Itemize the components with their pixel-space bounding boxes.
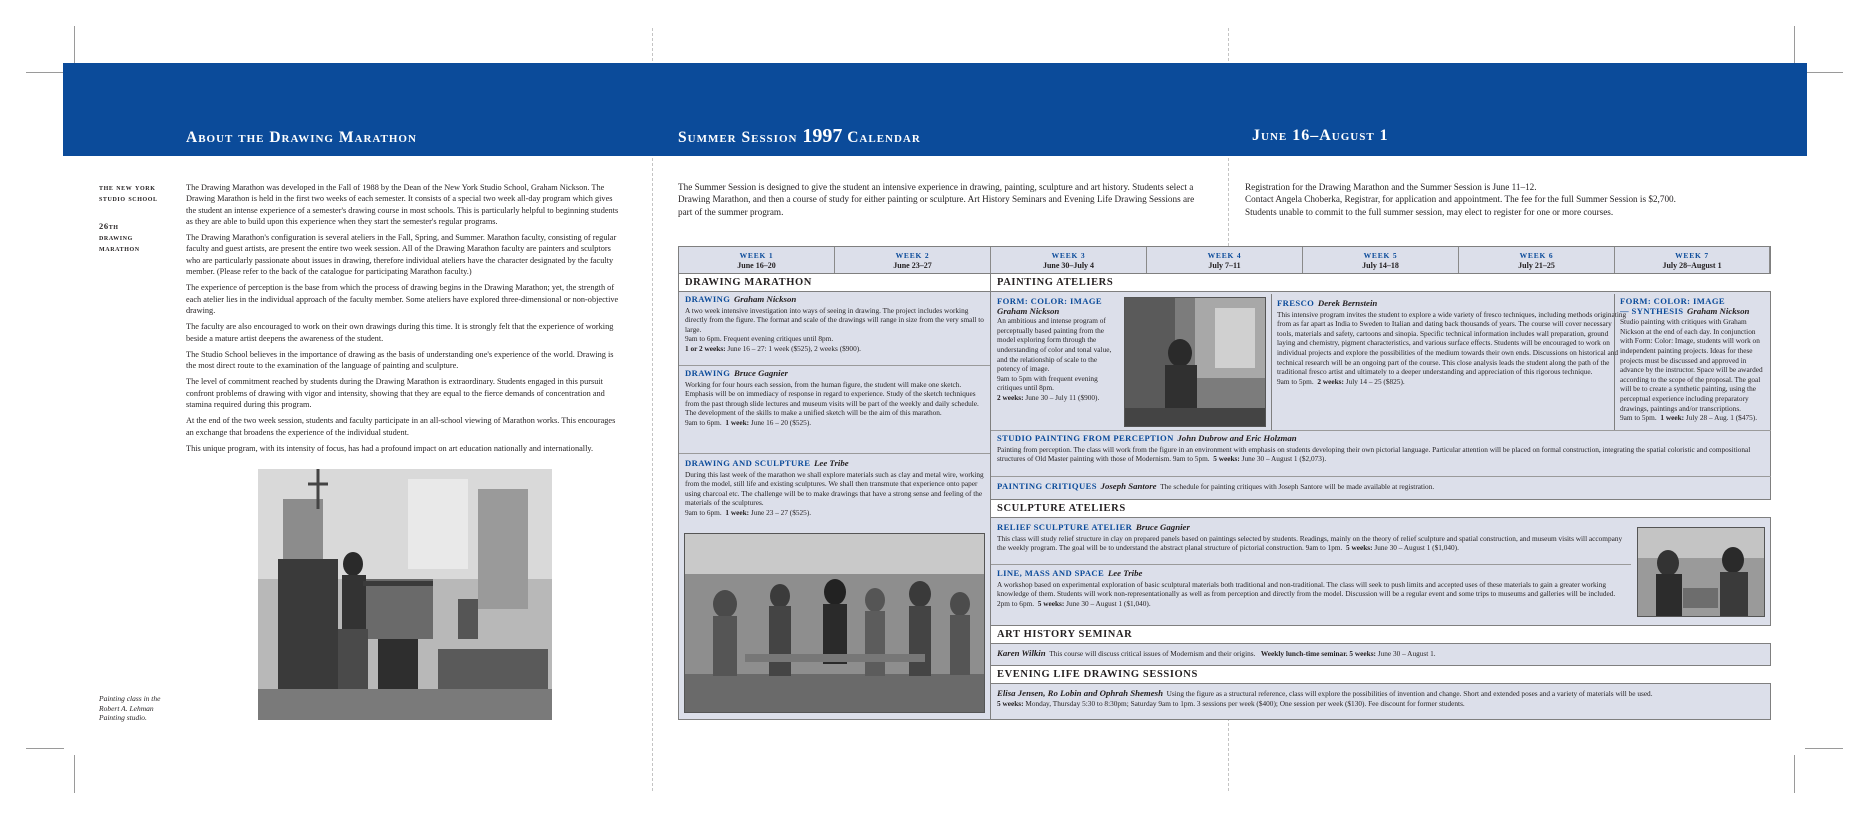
course-instructor: Karen Wilkin	[997, 648, 1046, 658]
course-title: FORM: COLOR: IMAGE	[1620, 296, 1726, 306]
course-description: During this last week of the marathon we shall explore materials such as clay and metal wire, working from the model, still life and existing sculptures. We shall then transmute that experience onto paper using charcoal etc. The challenge will be to make drawings that have a strong sense and feeling of the materials of the sculptures.	[685, 469, 984, 508]
course-description-text: This class will study relief structure in clay on prepared panels based on paintings selected by students. Readings, mainly on the theory of relief sculpture and spatial construction, and museum visits will accompany the weekly program. The goal will be to understand the abstract planal structure of pictorial construction. 9am to 1pm.	[997, 533, 1623, 553]
week-label: WEEK 7	[1675, 251, 1709, 260]
course-description	[997, 534, 1627, 553]
crop-mark	[74, 26, 75, 64]
registration-info	[1245, 181, 1775, 218]
course-fee-label: 5 weeks:	[997, 698, 1024, 708]
course-fee-value: June 30 – August 1.	[1375, 649, 1436, 658]
intro-paragraph: The faculty are also encouraged to work on their own drawings during this time. It is strongly felt that the experience of working beside a mature artist deepens the awareness of the student.	[186, 322, 614, 343]
course-fee-label: 2 weeks:	[997, 392, 1024, 402]
marathon-edition	[99, 221, 140, 254]
course-description-text: Painting from perception. The class will work from the figure in an environment with emphasis on students developing their own pictorial language. Particular attention will be placed on formal construction, integrating the spatial coloristic and compositional structures of Old Master painting with those of Modernism. 9am to 5pm.	[997, 444, 1751, 464]
course-instructor: Bruce Gagnier	[733, 368, 788, 378]
week-label: WEEK 5	[1363, 251, 1398, 260]
course-description-text: A workshop based on experimental exploration of basic sculptural materials both traditional and non-traditional. The class will seek to push limits and accepted uses of these materials to gain a greater working knowledge of them. Students will work non-representationally as well as from perception and directly from the model. Discussion will be a regular event and some trips to museums and galleries will be included. 2pm to 6pm.	[997, 579, 1616, 608]
intro-paragraph: The Drawing Marathon was developed in the Fall of 1988 by the Dean of the New York Studio School, Graham Nickson. The Drawing Marathon is held in the first two weeks of each semester. It consists of a special two week all-day program which gives the student an intense experience of a semester's drawing course in most schools. This is particularly helpful to beginning students as they are able to build upon this experience when they start the semester's regular programs.	[186, 183, 619, 226]
course-heading	[1620, 307, 1766, 317]
course-description	[997, 580, 1629, 609]
crop-mark	[1805, 748, 1843, 749]
week-dates: June 23–27	[893, 261, 932, 270]
course-heading	[997, 569, 1629, 579]
intro-paragraph: The experience of perception is the base from which the process of drawing begins in the Drawing Marathon; yet, the strength of each atelier lies in the individual approach of the faculty member. Some ateliers have explored three-dimensional or non-objective drawing.	[186, 283, 619, 315]
course-instructor: Bruce Gagnier	[1135, 522, 1190, 532]
sculpture-studio-photo-image	[685, 534, 985, 713]
side-note-line: 26th	[99, 221, 119, 231]
course-instructor: Graham Nickson	[997, 305, 1060, 316]
column-divider	[1271, 294, 1272, 430]
course-relief	[997, 523, 1627, 553]
course-hours: 9am to 6pm. Frequent evening critiques until 8pm.	[685, 334, 834, 344]
intro-paragraph: This unique program, with its intensity of focus, has had a profound impact on art education nationally and internationally.	[186, 443, 594, 453]
course-instructor: Derek Bernstein	[1317, 298, 1378, 308]
course-fee	[1277, 377, 1627, 387]
course-title: PAINTING CRITIQUES	[997, 481, 1097, 491]
course-fee-label: Weekly lunch-time seminar. 5 weeks:	[1260, 649, 1376, 658]
school-name	[99, 182, 158, 204]
about-title: About the Drawing Marathon	[186, 129, 417, 146]
week-dates: July 28–August 1	[1662, 261, 1722, 270]
week-label: WEEK 3	[1051, 251, 1086, 260]
course-art-history	[997, 649, 1765, 659]
calendar-table	[678, 246, 1771, 720]
course-description: This intensive program invites the student to explore a wide variety of fresco techniques, including methods originating from as far apart as India to Sweden to Italian and dating back thousands of years. The course will cover necessary tools, materials and safety, cartoons and sinopia. Specific technical information includes wall preparation, ground laying and chemistry, pigment characteristics, and various surface effects. Students will be encouraged to work on individual projects and explore the possibilities of the medium towards their own ends. Discussions on historical and technical research will be an ongoing part of the course. This close analysis leads the student along the path of the traditional fresco artist and ultimately to a deeper understanding and appreciation of this rigorous technique.	[1277, 309, 1627, 377]
week-header	[1459, 247, 1615, 273]
course-description: Studio painting with critiques with Graham Nickson at the end of each day. In conjunction with Form: Color: Image, students will work on independent painting projects. Ideas for these projects must be discussed and approved in advance by the instructor. Space will be awarded according to the scope of the proposal. The goal will be to create a synthetic painting, using the perceptual experience including preparatory drawings, paintings and/or transcriptions.	[1620, 317, 1763, 413]
course-description	[997, 445, 1765, 464]
course-critiques	[997, 482, 1765, 492]
column-divider	[1614, 294, 1615, 430]
painter-photo-image	[1125, 298, 1266, 427]
course-instructor: Graham Nickson	[733, 294, 797, 304]
week-dates: July 21–25	[1518, 261, 1555, 270]
caption-line: Robert A. Lehman	[99, 703, 154, 713]
week-dates: July 7–11	[1208, 261, 1241, 270]
section-art-history: ART HISTORY SEMINAR	[991, 625, 1771, 644]
week-label: WEEK 1	[739, 251, 774, 260]
course-fee-label: 1 or 2 weeks:	[685, 343, 726, 353]
intro-paragraph: At the end of the two week session, students and faculty participate in an all-school viewing of Marathon works. This encourages an exchange that broadens the experience of the individual student.	[186, 416, 616, 437]
course-title: FORM: COLOR: IMAGE	[997, 296, 1103, 306]
section-drawing-marathon: DRAWING MARATHON	[679, 273, 991, 292]
photo-caption	[99, 694, 179, 723]
course-description: The schedule for painting critiques with Joseph Santore will be made available at registration.	[1160, 482, 1435, 491]
painting-class-photo-image	[258, 469, 552, 720]
course-instructor: Lee Tribe	[1107, 568, 1143, 578]
course-description: This course will discuss critical issues of Modernism and their origins.	[1049, 649, 1256, 658]
week-header	[1615, 247, 1770, 273]
sculptors-photo-image	[1638, 528, 1765, 617]
registration-line: Students unable to commit to the full summer session, may elect to register for one or more courses.	[1245, 206, 1614, 217]
course-drawing-nickson	[685, 295, 985, 354]
week-header	[1147, 247, 1303, 273]
intro-paragraph: The level of commitment reached by students during the Drawing Marathon is extraordinary. Students engaged in this pursuit confront problems of drawing with vigor and intensity, showing that they are equal to the fierce demands of concentration and stamina required during this program.	[186, 377, 605, 410]
course-title: LINE, MASS AND SPACE	[997, 568, 1105, 578]
course-drawing-sculpture	[685, 459, 985, 518]
course-fee-label: 1 week:	[725, 417, 750, 427]
week-label: WEEK 2	[895, 251, 930, 260]
crop-mark	[1805, 72, 1843, 73]
course-description: Working for four hours each session, from the human figure, the student will make one sketch. Emphasis will be on immediacy of response in regard to experience. Study of the sketch techniques from the past through slide lectures and museum visits will be part of the weekly and daily schedule. The development of the skills to make a unified sketch will be the aim of this marathon.	[685, 379, 979, 418]
course-hours: 9am to 6pm.	[685, 507, 722, 517]
course-fee-value: June 30 – August 1 ($2,073).	[1239, 454, 1327, 464]
week-dates: June 16–20	[737, 261, 776, 270]
course-fee-label: 1 week:	[1660, 413, 1685, 423]
crop-mark	[1794, 755, 1795, 793]
course-heading	[685, 369, 985, 379]
column-divider	[990, 273, 991, 720]
painting-class-photo	[258, 469, 552, 720]
week-dates: June 30–July 4	[1042, 261, 1095, 270]
course-drawing-gagnier	[685, 369, 985, 428]
intro-paragraph: The Drawing Marathon's configuration is several ateliers in the Fall, Spring, and Summer. Marathon faculty, consisting of regular faculty and guest artists, are present the entire two week session. All of the Drawing Marathon faculty are painters and sculptors who are particularly passionate about issues in drawing, therefore individual ateliers have the character designated by the faculty member. (Please refer to the back of the catalogue for participating Marathon faculty.)	[186, 233, 617, 277]
intro-paragraph: The Studio School believes in the importance of drawing as the basis of understanding one's experience of the world. Drawing is the most direct route to the examination of the language of painting and sculpture.	[186, 349, 614, 371]
section-painting-ateliers: PAINTING ATELIERS	[991, 273, 1771, 292]
side-note-line: the new york	[99, 182, 156, 192]
crop-mark	[74, 755, 75, 793]
row-divider	[679, 453, 990, 454]
calendar-title-part: Summer Session	[678, 129, 803, 146]
course-description: A two week intensive investigation into ways of seeing in drawing. The project includes working directly from the figure. The format and scale of the drawings will range in size from the very small to large.	[685, 305, 984, 334]
course-title: RELIEF SCULPTURE ATELIER	[997, 522, 1133, 532]
course-fee-label: 5 weeks:	[1213, 454, 1240, 464]
course-title: DRAWING	[685, 368, 731, 378]
course-studio-painting	[997, 434, 1765, 464]
week-header	[679, 247, 835, 273]
course-hours: 9am to 5pm.	[1620, 413, 1657, 423]
course-fee-label: 5 weeks:	[1037, 598, 1065, 608]
row-divider	[991, 564, 1631, 565]
intro-text	[186, 182, 624, 459]
course-fee	[997, 699, 1765, 709]
course-fee-value: June 30 – August 1 ($1,040).	[1064, 598, 1151, 608]
course-title: FRESCO	[1277, 298, 1315, 308]
side-note-line: marathon	[99, 243, 140, 253]
registration-line: Contact Angela Choberka, Registrar, for application and appointment. The fee for the full Summer Session is $2,700.	[1245, 194, 1676, 205]
course-heading	[997, 689, 1765, 699]
row-divider	[991, 476, 1771, 477]
crop-mark	[1794, 26, 1795, 64]
course-line-mass-space	[997, 569, 1629, 608]
week-label: WEEK 4	[1207, 251, 1242, 260]
dates-title: June 16–August 1	[1252, 127, 1389, 144]
course-instructor: Elisa Jensen, Ro Lobin and Ophrah Shemesh	[997, 688, 1163, 698]
sculptors-photo	[1637, 527, 1765, 617]
course-form-synthesis	[1620, 297, 1766, 423]
course-description: Using the figure as a structural reference, class will explore the possibilities of invention and change. Short and extended poses and a variety of materials will be used.	[1166, 689, 1653, 698]
course-fee-value: June 16 – 27: 1 week ($525), 2 weeks ($900).	[725, 343, 861, 353]
side-note-line: drawing	[99, 232, 133, 242]
week-label: WEEK 6	[1519, 251, 1554, 260]
week-header	[835, 247, 991, 273]
sculpture-studio-photo	[684, 533, 985, 713]
calendar-year: 1997	[802, 125, 843, 147]
course-fee-label: 5 weeks:	[1346, 543, 1373, 553]
course-fee	[685, 418, 985, 428]
course-heading	[685, 459, 985, 469]
course-fee-value: July 14 – 25 ($825).	[1343, 376, 1405, 386]
crop-mark	[26, 72, 64, 73]
course-fee	[685, 344, 985, 354]
painter-photo	[1124, 297, 1266, 427]
crop-mark	[26, 748, 64, 749]
row-divider	[679, 365, 990, 366]
course-fee	[1620, 413, 1766, 423]
course-fee-value: June 16 – 20 ($525).	[749, 417, 812, 427]
course-fee-label: 1 week:	[725, 507, 750, 517]
course-title: DRAWING	[685, 294, 731, 304]
course-hours: 9am to 5pm with frequent evening critiques until 8pm.	[997, 373, 1098, 393]
course-title: STUDIO PAINTING FROM PERCEPTION	[997, 433, 1174, 443]
course-fee-label: 2 weeks:	[1317, 376, 1344, 386]
caption-line: Painting studio.	[99, 713, 147, 722]
session-summary: The Summer Session is designed to give the student an intensive experience in drawing, painting, sculpture and art history. Students select a Drawing Marathon, and then a course of study for either painting or sculpture. Art History Seminars and Evening Life Drawing Sessions are part of the summer program.	[678, 182, 1195, 217]
course-heading	[997, 523, 1627, 533]
side-note-line: studio school	[99, 193, 158, 203]
course-heading	[997, 434, 1765, 444]
course-fresco	[1277, 299, 1627, 386]
course-fee	[685, 508, 985, 518]
course-instructor: John Dubrow and Eric Holzman	[1177, 433, 1297, 443]
week-dates: July 14–18	[1362, 261, 1399, 270]
week-header	[991, 247, 1147, 273]
course-fee	[997, 393, 1121, 403]
course-subtitle: — SYNTHESIS	[1620, 305, 1684, 316]
course-instructor: Joseph Santore	[1100, 481, 1157, 491]
registration-line: Registration for the Drawing Marathon and the Summer Session is June 11–12.	[1245, 182, 1537, 192]
section-sculpture-ateliers: SCULPTURE ATELIERS	[991, 499, 1771, 518]
week-header	[1303, 247, 1459, 273]
course-fee-value: June 30 – August 1 ($1,040).	[1372, 543, 1459, 553]
section-evening-life: EVENING LIFE DRAWING SESSIONS	[991, 665, 1771, 684]
calendar-title-part: Calendar	[842, 129, 921, 146]
course-fee-value: Monday, Thursday 5:30 to 8:30pm; Saturday 9am to 1pm. 3 sessions per week ($400); One session per week ($130). Fee discount for former students.	[1023, 698, 1465, 708]
course-fee-value: June 30 – July 11 ($900).	[1023, 392, 1100, 402]
course-instructor: Lee Tribe	[814, 458, 849, 468]
course-instructor: Graham Nickson	[1687, 305, 1750, 316]
caption-line: Painting class in the	[99, 694, 161, 703]
course-heading	[685, 295, 985, 305]
course-description: An ambitious and intense program of perceptually based painting from the model exploring form through the understanding of color and tonal value, and the relationship of scale to the potency of image.	[997, 316, 1112, 374]
course-hours: 9am to 5pm.	[1277, 376, 1314, 386]
course-form-color-image	[997, 297, 1121, 403]
course-evening-life	[997, 689, 1765, 708]
calendar-title	[678, 125, 921, 148]
course-heading	[1277, 299, 1627, 309]
course-fee-value: July 28 – Aug. 1 ($475).	[1684, 413, 1758, 423]
course-fee-value: June 23 – 27 ($525).	[749, 507, 812, 517]
course-hours: 9am to 6pm.	[685, 417, 722, 427]
course-title: DRAWING AND SCULPTURE	[685, 458, 811, 468]
row-divider	[991, 430, 1771, 431]
